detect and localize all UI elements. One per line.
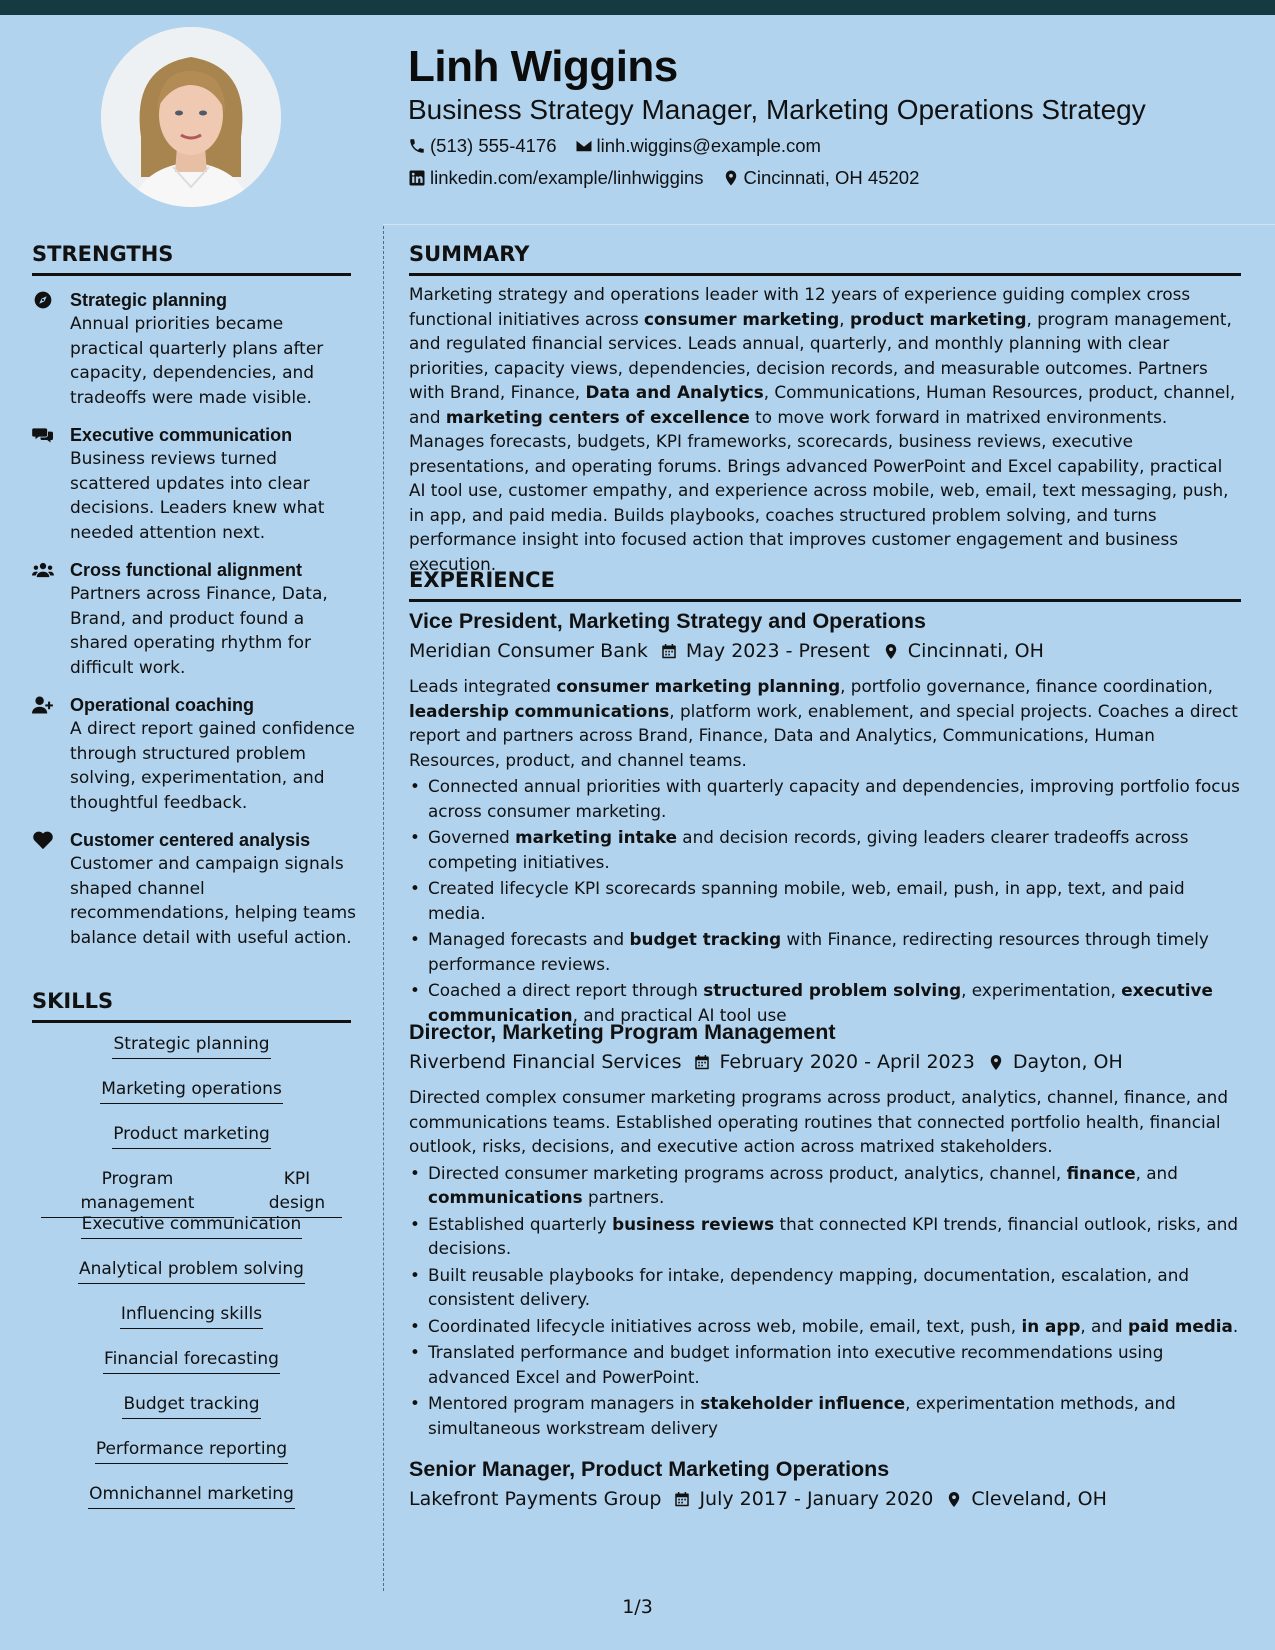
text-run: that connected KPI trends, financial outlook, risks, and decisions. bbox=[428, 1213, 1239, 1258]
skill-tag: Omnichannel marketing bbox=[88, 1482, 295, 1509]
candidate-title: Business Strategy Manager, Marketing Operations Strategy bbox=[408, 94, 1146, 125]
skill-tag: KPI design bbox=[252, 1167, 342, 1218]
profile-photo-illustration bbox=[101, 27, 281, 207]
text-run: , and bbox=[1135, 1162, 1178, 1183]
bold-text: executive communication bbox=[428, 980, 1213, 1025]
calendar-icon bbox=[673, 1490, 691, 1509]
phone-contact bbox=[408, 135, 557, 157]
strength-content bbox=[70, 288, 362, 410]
job-bullets bbox=[409, 774, 1241, 1027]
job-dates: July 2017 - January 2020 bbox=[699, 1488, 934, 1510]
compass-icon bbox=[32, 288, 70, 410]
skill-tag: Financial forecasting bbox=[103, 1347, 280, 1374]
bold-text: budget tracking bbox=[629, 929, 782, 949]
text-run: , experimentation methods, and simultaneous workstream delivery bbox=[428, 1393, 1176, 1438]
skill-tag: Executive communication bbox=[81, 1212, 303, 1239]
text-run: Translated performance and budget information into executive recommendations using advanced Excel and PowerPoint. bbox=[428, 1342, 1164, 1387]
contact-row-1 bbox=[408, 135, 839, 157]
bold-text: in app bbox=[1021, 1315, 1081, 1336]
strength-item bbox=[32, 423, 362, 545]
map-pin-icon bbox=[882, 642, 900, 661]
map-pin-icon bbox=[987, 1053, 1005, 1072]
profile-photo bbox=[101, 27, 281, 207]
job-location: Dayton, OH bbox=[1012, 1051, 1123, 1073]
job-title: Senior Manager, Product Marketing Operations bbox=[409, 1457, 890, 1481]
skills-heading: SKILLS bbox=[32, 989, 351, 1023]
skills-row bbox=[32, 1212, 351, 1257]
skill-tag: Strategic planning bbox=[112, 1032, 270, 1059]
bold-text: structured problem solving bbox=[703, 980, 962, 1000]
skill-tag: Marketing operations bbox=[100, 1077, 283, 1104]
text-run: , and practical AI tool use bbox=[572, 1004, 787, 1025]
strengths-list bbox=[32, 288, 362, 963]
page-number: 1/3 bbox=[622, 1596, 653, 1618]
text-run: Leads integrated bbox=[409, 676, 557, 696]
location-text: Cincinnati, OH 45202 bbox=[743, 167, 920, 188]
company-name: Meridian Consumer Bank bbox=[409, 640, 648, 662]
linkedin-icon bbox=[408, 169, 426, 187]
text-run: , bbox=[839, 308, 850, 329]
skill-tag: Analytical problem solving bbox=[78, 1257, 305, 1284]
text-run: , experimentation, bbox=[961, 980, 1122, 1000]
strength-item bbox=[32, 693, 362, 815]
job-title: Vice President, Marketing Strategy and Operations bbox=[409, 609, 926, 633]
strength-content bbox=[70, 423, 362, 545]
header-divider bbox=[383, 224, 1275, 225]
skills-row bbox=[32, 1077, 351, 1122]
job-description bbox=[409, 674, 1241, 772]
strength-title: Operational coaching bbox=[70, 695, 255, 715]
job-bullet bbox=[409, 1314, 1241, 1339]
strength-item bbox=[32, 288, 362, 410]
strength-content bbox=[70, 558, 362, 680]
job-bullet bbox=[409, 1391, 1241, 1440]
text-run: Coached a direct report through bbox=[428, 980, 704, 1000]
skills-row bbox=[32, 1392, 351, 1437]
job-bullet bbox=[409, 1340, 1241, 1389]
strength-description: Customer and campaign signals shaped channel recommendations, helping teams balance detail with useful action. bbox=[70, 854, 357, 948]
text-run: Coordinated lifecycle initiatives across web, mobile, email, text, push, bbox=[428, 1315, 1022, 1336]
phone-icon bbox=[408, 137, 426, 155]
text-run: Connected annual priorities with quarterly capacity and dependencies, improving portfolio focus across consumer marketing. bbox=[428, 776, 1240, 821]
bold-text: marketing intake bbox=[515, 827, 677, 847]
job-bullets bbox=[409, 1161, 1241, 1441]
job-bullet bbox=[409, 1263, 1241, 1312]
job-bullet bbox=[409, 927, 1241, 976]
strength-description: Partners across Finance, Data, Brand, and product found a shared operating rhythm for difficult work. bbox=[70, 584, 328, 678]
strength-content bbox=[70, 693, 362, 815]
job-bullet bbox=[409, 1212, 1241, 1261]
bold-text: business reviews bbox=[612, 1213, 775, 1234]
text-run: , portfolio governance, finance coordination, bbox=[840, 676, 1213, 696]
strength-title: Customer centered analysis bbox=[70, 830, 311, 850]
text-run: to move work forward in matrixed environments. Manages forecasts, budgets, KPI frameworks, scorecards, business reviews, executive presentations, and operating forums. Brings advanced PowerPoint and Excel capability, practical AI tool use, customer empathy, and experience across mobile, web, email, text messaging, push, in app, and paid media. Builds playbooks, coaches structured problem solving, and turns performance insight into focused action that improves customer engagement and business execution. bbox=[409, 406, 1229, 574]
calendar-icon bbox=[660, 642, 678, 661]
job-meta bbox=[409, 1485, 1241, 1513]
strength-item bbox=[32, 558, 362, 680]
strength-description: Business reviews turned scattered updates into clear decisions. Leaders knew what needed attention next. bbox=[70, 449, 325, 543]
email-contact[interactable] bbox=[575, 135, 821, 157]
text-run: , and bbox=[1080, 1315, 1128, 1336]
comments-icon bbox=[32, 423, 70, 545]
skills-row bbox=[32, 1302, 351, 1347]
skills-row bbox=[32, 1122, 351, 1167]
text-run: Mentored program managers in bbox=[428, 1393, 701, 1413]
experience-entry bbox=[409, 1455, 1241, 1513]
text-run: Directed consumer marketing programs across product, analytics, channel, bbox=[428, 1162, 1067, 1183]
job-bullet bbox=[409, 825, 1241, 874]
skill-tag: Performance reporting bbox=[95, 1437, 288, 1464]
skills-row bbox=[32, 1482, 351, 1527]
summary-heading: SUMMARY bbox=[409, 242, 1241, 276]
text-run: Governed bbox=[428, 827, 516, 847]
job-meta bbox=[409, 637, 1241, 665]
text-run: , platform work, enablement, and special projects. Coaches a direct report and partners across Brand, Finance, Data and Analytics, Communications, Human Resources, product, and channel teams. bbox=[409, 700, 1238, 770]
strength-title: Executive communication bbox=[70, 425, 293, 445]
skill-tag: Influencing skills bbox=[120, 1302, 263, 1329]
job-bullet bbox=[409, 774, 1241, 823]
experience-heading: EXPERIENCE bbox=[409, 568, 1241, 602]
company-name: Riverbend Financial Services bbox=[409, 1051, 682, 1073]
strength-title: Cross functional alignment bbox=[70, 560, 303, 580]
envelope-icon bbox=[575, 137, 593, 155]
column-divider bbox=[383, 226, 384, 1591]
text-run: , program management, and regulated financial services. Leads annual, quarterly, and monthly planning with clear priorities, capacity views, dependencies, decision records, and measurable outcomes. Partners with Brand, Finance, bbox=[409, 308, 1232, 402]
skills-row bbox=[32, 1167, 351, 1212]
user-plus-icon bbox=[32, 693, 70, 815]
skills-row bbox=[32, 1032, 351, 1077]
text-run: . bbox=[1232, 1315, 1239, 1336]
job-title: Director, Marketing Program Management bbox=[409, 1020, 836, 1044]
strength-content bbox=[70, 828, 362, 950]
job-description bbox=[409, 1085, 1241, 1159]
job-meta bbox=[409, 1048, 1241, 1076]
candidate-name: Linh Wiggins bbox=[408, 42, 678, 91]
skills-list bbox=[32, 1032, 351, 1527]
company-name: Lakefront Payments Group bbox=[409, 1488, 662, 1510]
bold-text: Data and Analytics bbox=[585, 382, 764, 402]
strengths-heading: STRENGTHS bbox=[32, 242, 351, 276]
text-run: Established quarterly bbox=[428, 1213, 613, 1234]
bold-text: leadership communications bbox=[409, 700, 670, 721]
skills-row bbox=[32, 1437, 351, 1482]
job-bullet bbox=[409, 1161, 1241, 1210]
heart-icon bbox=[32, 828, 70, 950]
bold-text: communications bbox=[428, 1187, 583, 1207]
strength-description: A direct report gained confidence through structured problem solving, experimentation, and thoughtful feedback. bbox=[70, 719, 355, 813]
skills-row bbox=[32, 1257, 351, 1302]
text-run: and decision records, giving leaders clearer tradeoffs across competing initiatives. bbox=[428, 827, 1189, 872]
skill-tag: Product marketing bbox=[112, 1122, 271, 1149]
location-contact bbox=[722, 167, 920, 189]
text-run: Built reusable playbooks for intake, dependency mapping, documentation, escalation, and consistent delivery. bbox=[428, 1264, 1189, 1309]
text-run: partners. bbox=[582, 1187, 665, 1207]
job-location: Cleveland, OH bbox=[971, 1488, 1107, 1510]
text-run: , Communications, Human Resources, product, channel, and bbox=[409, 382, 1236, 427]
skill-tag: Budget tracking bbox=[122, 1392, 260, 1419]
email-text[interactable]: linh.wiggins@example.com bbox=[596, 135, 821, 156]
top-accent-bar bbox=[0, 0, 1275, 15]
text-run: Directed complex consumer marketing programs across product, analytics, channel, finance, and communications teams. Established operating routines that connected portfolio health, financial outlook, risks, decisions, and executive action across matrixed stakeholders. bbox=[409, 1087, 1228, 1156]
bold-text: finance bbox=[1066, 1162, 1136, 1183]
text-run: Managed forecasts and bbox=[428, 929, 630, 949]
bold-text: marketing centers of excellence bbox=[445, 406, 750, 427]
bold-text: paid media bbox=[1127, 1315, 1233, 1336]
skill-tag: Program management bbox=[41, 1167, 234, 1218]
strength-item bbox=[32, 828, 362, 950]
text-run: Created lifecycle KPI scorecards spanning mobile, web, email, push, in app, text, and paid media. bbox=[428, 878, 1185, 923]
strength-description: Annual priorities became practical quarterly plans after capacity, dependencies, and tradeoffs were made visible. bbox=[70, 314, 324, 408]
map-pin-icon bbox=[945, 1490, 963, 1509]
bold-text: product marketing bbox=[849, 308, 1027, 329]
linkedin-text[interactable]: linkedin.com/example/linhwiggins bbox=[430, 167, 704, 188]
contact-row-2 bbox=[408, 167, 937, 189]
experience-entry bbox=[409, 1018, 1241, 1442]
map-pin-icon bbox=[722, 169, 740, 187]
users-icon bbox=[32, 558, 70, 680]
job-bullet bbox=[409, 876, 1241, 925]
text-run: with Finance, redirecting resources through timely performance reviews. bbox=[428, 929, 1209, 974]
linkedin-contact[interactable] bbox=[408, 167, 704, 189]
job-location: Cincinnati, OH bbox=[907, 640, 1044, 662]
experience-entry bbox=[409, 607, 1241, 1029]
bold-text: consumer marketing planning bbox=[556, 676, 841, 696]
job-dates: May 2023 - Present bbox=[685, 640, 870, 662]
bold-text: consumer marketing bbox=[644, 308, 840, 329]
phone-text: (513) 555-4176 bbox=[430, 135, 557, 156]
summary-text bbox=[409, 282, 1241, 576]
text-run: Marketing strategy and operations leader with 12 years of experience guiding complex cross functional initiatives across bbox=[409, 284, 1191, 329]
job-dates: February 2020 - April 2023 bbox=[719, 1051, 975, 1073]
calendar-icon bbox=[693, 1053, 711, 1072]
bold-text: stakeholder influence bbox=[700, 1393, 906, 1413]
strength-title: Strategic planning bbox=[70, 290, 228, 310]
skills-row bbox=[32, 1347, 351, 1392]
